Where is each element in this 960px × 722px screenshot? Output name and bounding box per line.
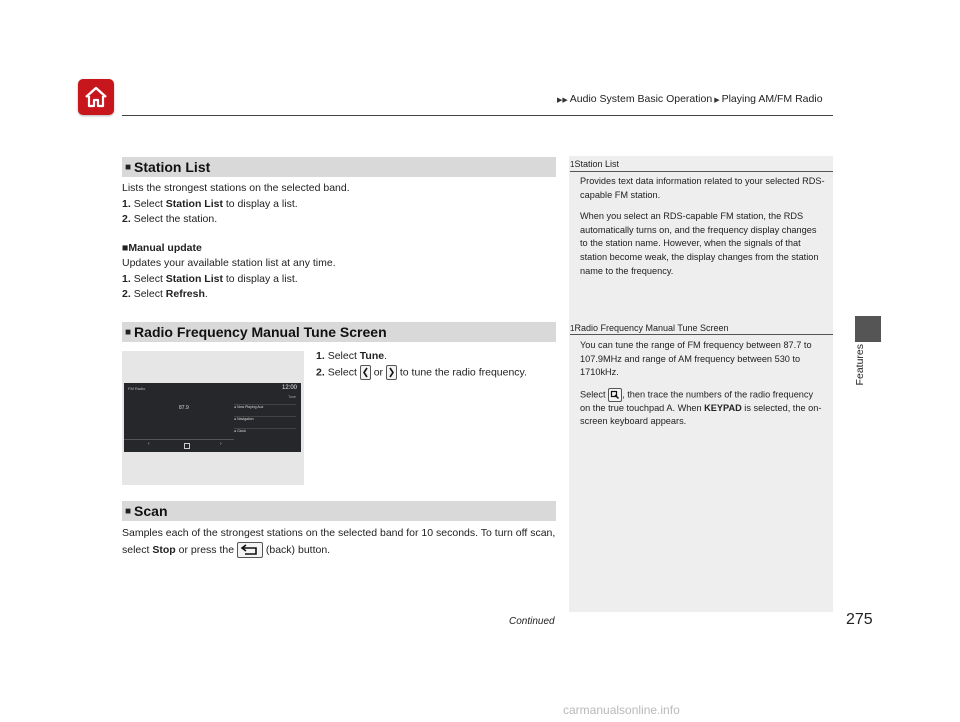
note-rule <box>570 334 833 335</box>
screen-next-icon: › <box>220 441 222 447</box>
tune-step-1: 1. Select Tune. <box>316 350 388 362</box>
tune-steps <box>316 349 556 380</box>
section-header-tune <box>122 322 556 342</box>
note-heading-tune: 1Radio Frequency Manual Tune Screen <box>570 323 729 333</box>
note-body-station-list: Provides text data information related to your selected RDS-capable FM station. When you select an RDS-capable FM station, the RDS automatically turns on, and the frequency display changes to the station name. However, when the signals of that station become weak, the display changes from the station name to the frequency. <box>580 176 825 276</box>
manual-update-heading: ■Manual update <box>122 241 202 254</box>
chevron-right-icon <box>386 365 397 380</box>
breadcrumb-marker: ▶▶ <box>557 97 568 104</box>
note-body-tune: You can tune the range of FM frequency between 87.7 to 107.9MHz and range of AM frequency between 530 to 1710kHz. Select , then trace the numbers of the radio frequency on the true touchpad A. When KEYPAD is selected, the on-screen keyboard appears. <box>580 340 822 427</box>
screen-divider <box>124 439 234 440</box>
back-icon <box>237 542 263 558</box>
chevron-left-icon <box>360 365 371 380</box>
features-tab-label: Features <box>854 344 866 386</box>
section-marker: ■ <box>125 161 132 173</box>
radio-screen <box>124 383 301 452</box>
station-list-step-2: 2. Select the station. <box>122 213 218 225</box>
home-button[interactable] <box>78 79 114 115</box>
page-number: 275 <box>846 611 873 628</box>
screen-title: FM Radio <box>128 386 146 391</box>
watermark: carmanualsonline.info <box>563 703 680 717</box>
screen-menu-item-1: ● Now Playing Aux <box>234 404 296 416</box>
continued-label: Continued <box>509 616 555 627</box>
section-header-station-list <box>122 157 556 177</box>
manual-update-step-2: 2. Select Refresh. <box>122 288 208 300</box>
station-list-intro: Lists the strongest stations on the selected band. <box>122 182 350 194</box>
breadcrumb-item-audio-basic[interactable]: Audio System Basic Operation <box>569 93 713 105</box>
screen-menu-tune: Tune <box>288 395 296 399</box>
manual-update-step-1: 1. Select Station List to display a list. <box>122 272 298 285</box>
section-marker: ■ <box>125 326 132 338</box>
section-title: Station List <box>134 159 211 175</box>
note-rule <box>570 171 833 172</box>
screen-menu <box>234 395 296 437</box>
station-list-step-1: 1. Select Station List to display a list. <box>122 197 298 210</box>
features-tab-marker <box>855 316 881 342</box>
screen-time: 12:00 <box>282 385 298 391</box>
section-title: Radio Frequency Manual Tune Screen <box>134 324 387 340</box>
section-header-scan <box>122 501 556 521</box>
screen-touchpad-icon <box>184 443 190 449</box>
breadcrumb <box>555 93 823 105</box>
station-list-body <box>122 181 552 303</box>
scan-body: Samples each of the strongest stations on the selected band for 10 seconds. To turn off scan, select Stop or press the (back) button. <box>122 526 556 558</box>
header-rule <box>122 115 833 116</box>
breadcrumb-separator: ▶ <box>714 97 720 104</box>
screen-menu-item-2: ● Navigation <box>234 416 296 428</box>
screen-prev-icon: ‹ <box>148 441 150 447</box>
note-heading-station-list: 1Station List <box>570 159 619 169</box>
home-icon <box>83 85 109 109</box>
tune-step-2: 2. Select or to tune the radio frequency. <box>316 365 527 378</box>
section-marker: ■ <box>125 505 132 517</box>
screen-frequency: 87.9 <box>179 405 189 411</box>
screen-menu-item-3: ● Clock <box>234 428 296 440</box>
touchpad-icon <box>608 388 622 402</box>
breadcrumb-item-am-fm[interactable]: Playing AM/FM Radio <box>721 93 823 105</box>
section-title: Scan <box>134 503 168 519</box>
manual-update-intro: Updates your available station list at any time. <box>122 257 336 269</box>
